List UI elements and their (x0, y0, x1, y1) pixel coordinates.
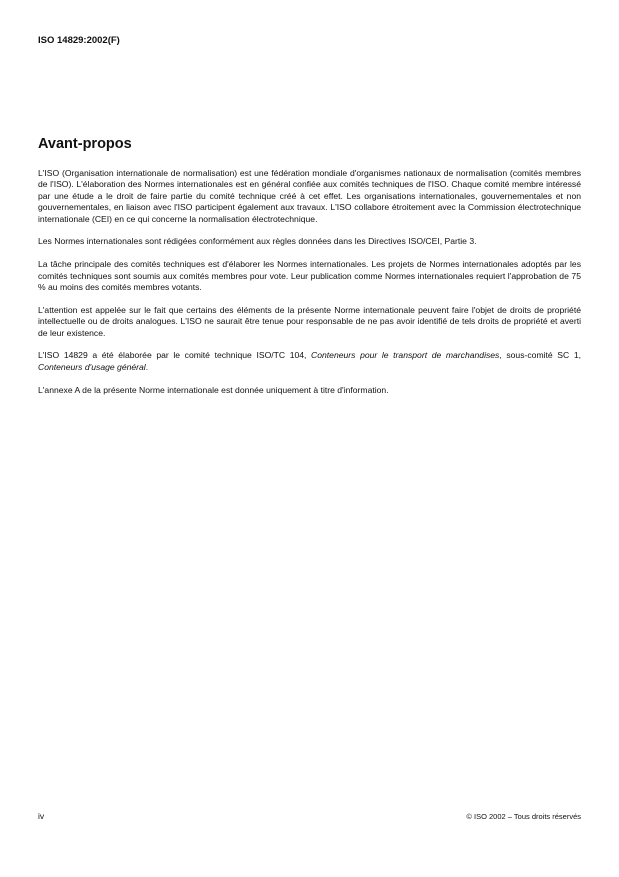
foreword-body (38, 168, 581, 407)
subcommittee-name: Conteneurs d'usage général (38, 361, 146, 372)
tc-text: . (145, 361, 149, 372)
tc-text: , sous-comité SC 1, (499, 350, 581, 361)
tc-text: L'ISO 14829 a été élaborée par le comité technique ISO/TC 104, (38, 350, 312, 361)
paragraph-technical-committee-info (38, 350, 581, 373)
committee-name: Conteneurs pour le transport de marchandises (311, 350, 500, 361)
paragraph-patent-rights: L'attention est appelée sur le fait que certains des éléments de la présente Norme internationale peuvent faire l'objet de droits de propriété intellectuelle ou de droits analogues. L'ISO ne saurait être tenue pour responsable de ne pas avoir identifié de tels droits de propriété et averti de leur existence. (38, 304, 581, 338)
document-header-id: ISO 14829:2002(F) (38, 35, 120, 46)
page-number: iv (38, 811, 45, 821)
copyright-notice: © ISO 2002 – Tous droits réservés (466, 812, 581, 821)
paragraph-annex: L'annexe A de la présente Norme internationale est donnée uniquement à titre d'information. (38, 384, 389, 395)
paragraph-iso-intro: L'ISO (Organisation internationale de normalisation) est une fédération mondiale d'organismes nationaux de normalisation (comités membres de l'ISO). L'élaboration des Normes internationales est en général confiée aux comités techniques de l'ISO. Chaque comité membre intéressé par une étude a le droit de faire partie du comité technique créé à cet effet. Les organisations internationales, gouvernementales et non gouvernementales, en liaison avec l'ISO participent également aux travaux. L'ISO collabore étroitement avec la Commission électrotechnique internationale (CEI) en ce qui concerne la normalisation électrotechnique. (38, 168, 581, 224)
paragraph-directives: Les Normes internationales sont rédigées conformément aux règles données dans les Directives ISO/CEI, Partie 3. (38, 236, 477, 247)
paragraph-technical-committees: La tâche principale des comités techniques est d'élaborer les Normes internationales. Les projets de Normes internationales adoptés par les comités techniques sont soumis aux comités membres pour vote. Leur publication comme Normes internationales requiert l'approbation de 75 % au moins des comités membres votants. (38, 259, 581, 293)
page-title: Avant-propos (38, 136, 132, 152)
